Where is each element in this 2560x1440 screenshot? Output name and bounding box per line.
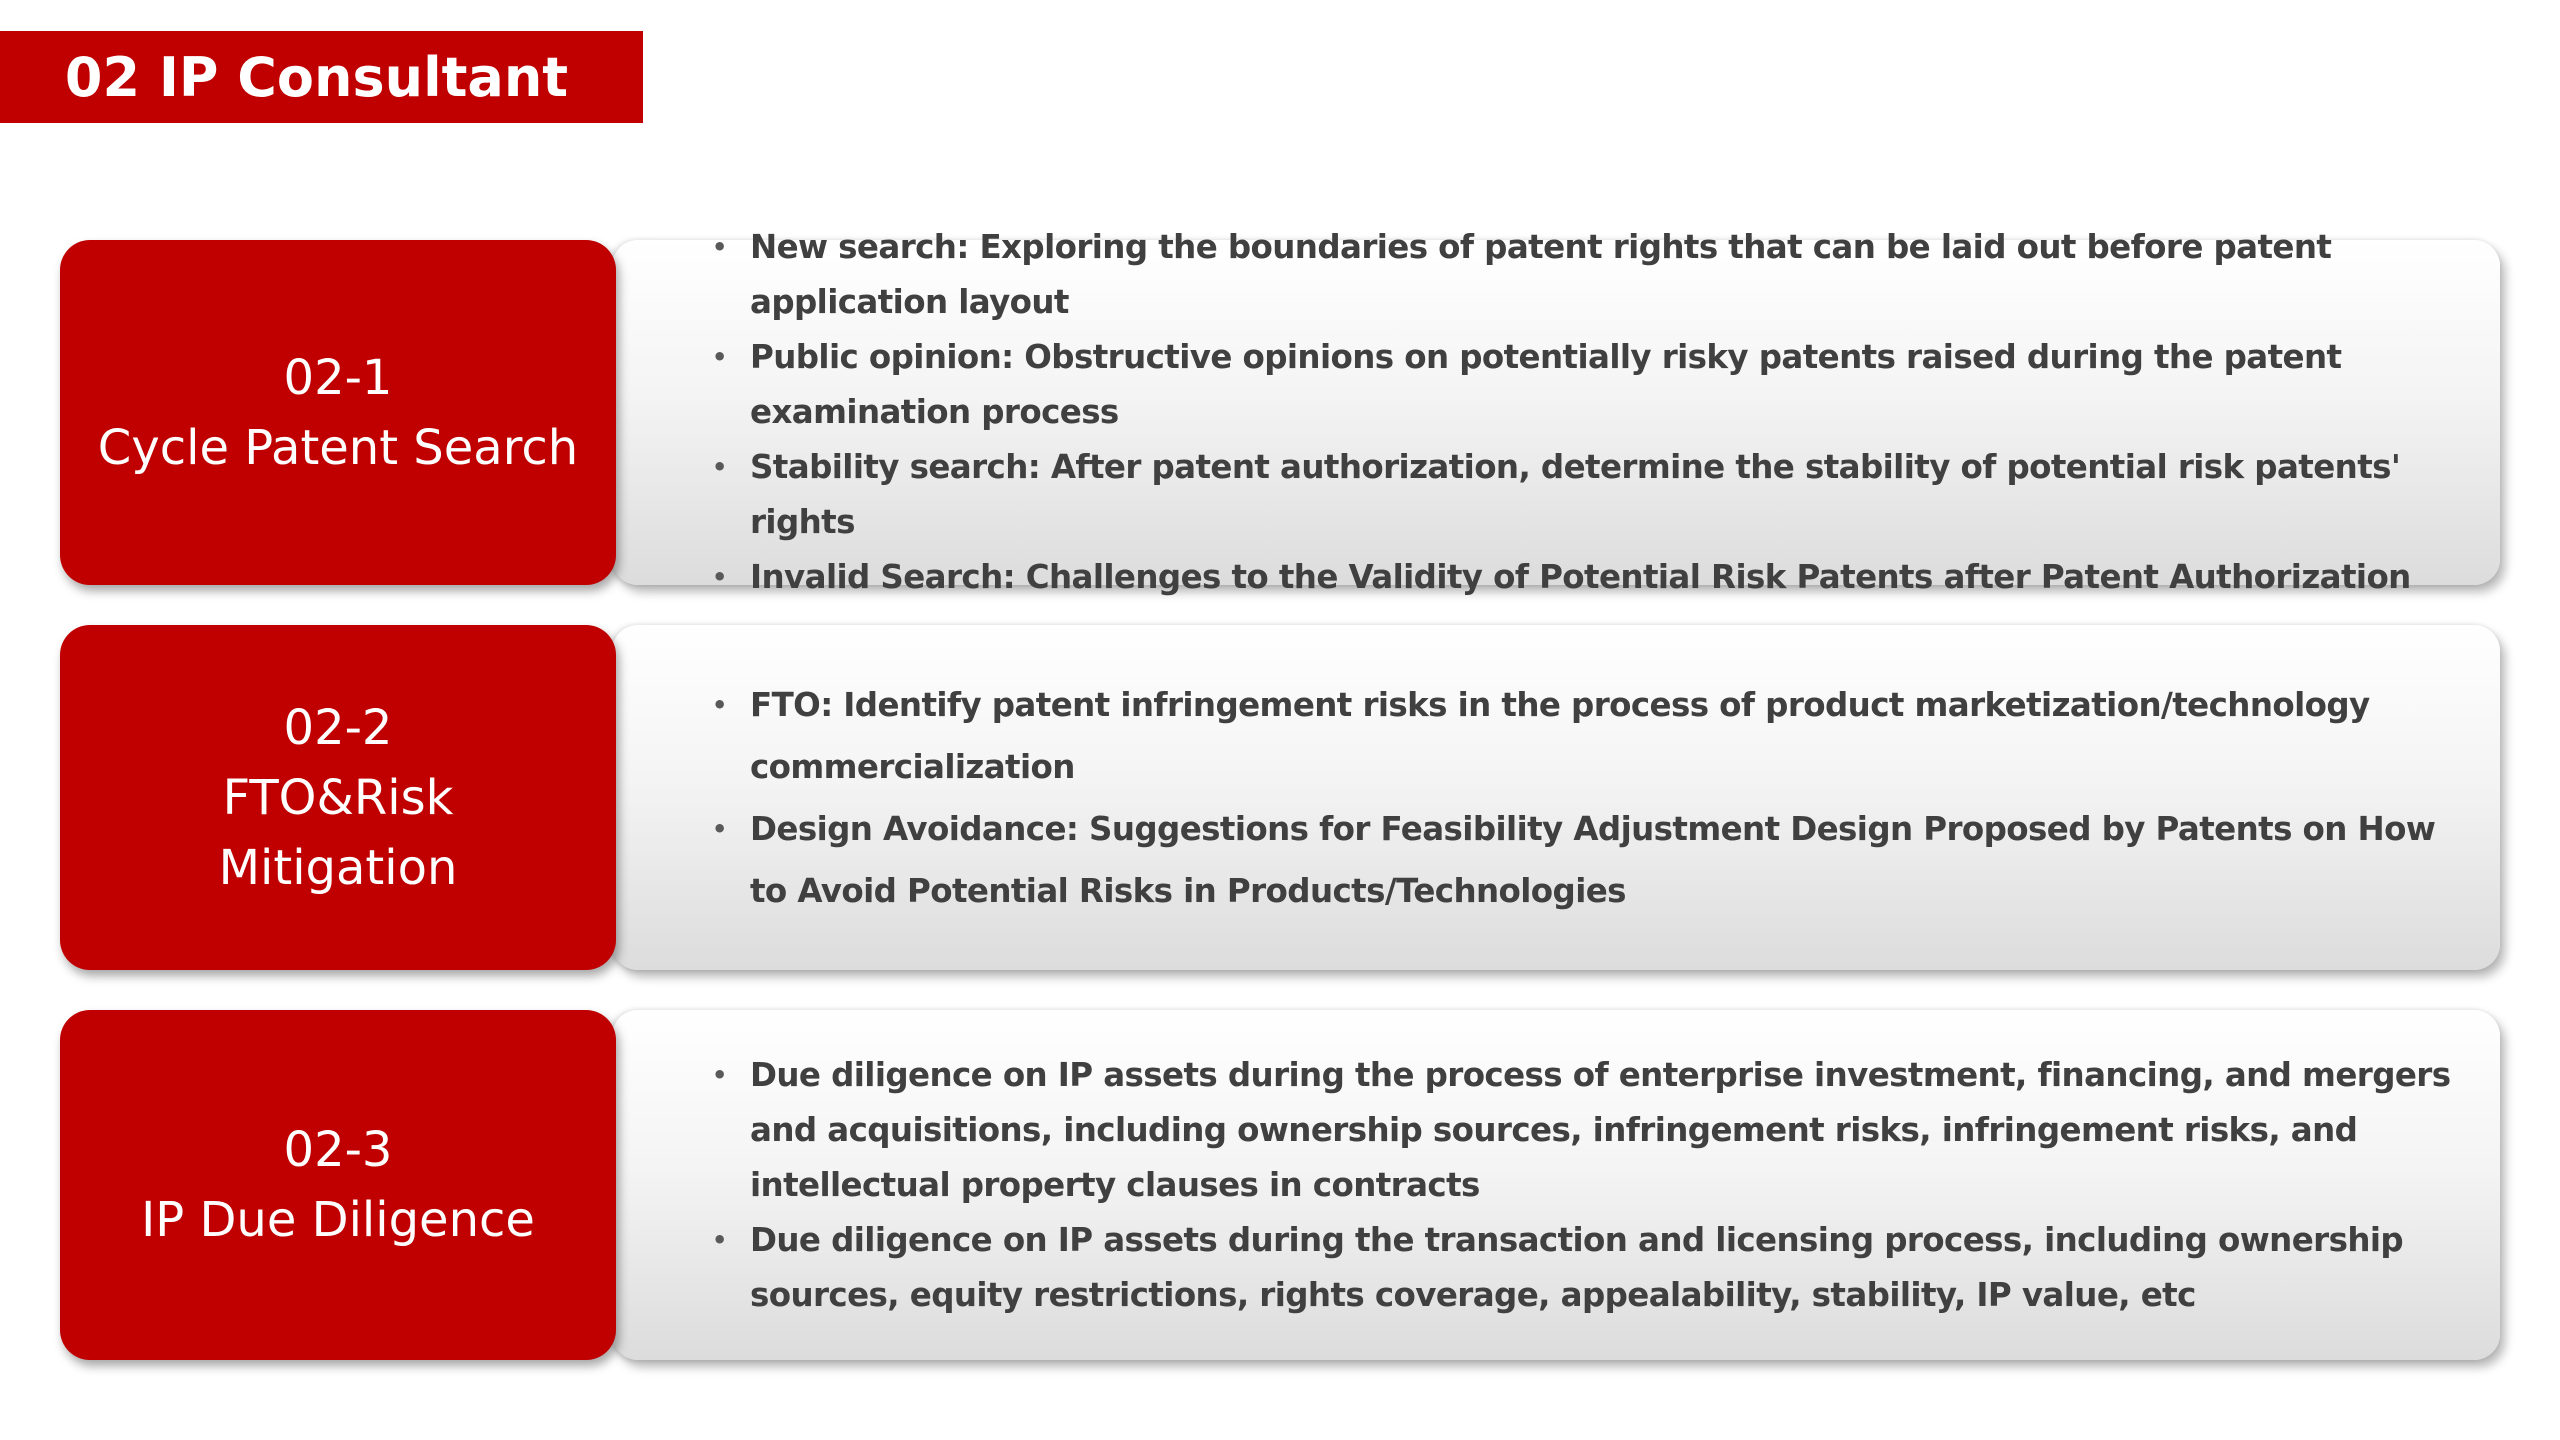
bullet-text: Design Avoidance: Suggestions for Feasibility Adjustment Design Proposed by Patents on How to Avoid Potential Risks in Products/Technologies [750, 809, 2436, 910]
bullet-item [712, 330, 2480, 440]
section-code: 02-2 [283, 699, 393, 756]
section-label-box [60, 240, 616, 585]
section-label-box [60, 625, 616, 970]
bullet-text: FTO: Identify patent infringement risks in the process of product marketization/technology commercialization [750, 685, 2370, 786]
bullet-dot-icon: • [712, 343, 727, 371]
section-cycle-patent-search [60, 228, 2500, 596]
bullet-item [712, 1048, 2480, 1213]
section-name-line: Mitigation [218, 839, 458, 896]
section-ip-due-diligence [60, 1010, 2500, 1360]
bullet-dot-icon: • [712, 690, 727, 719]
bullet-text: Due diligence on IP assets during the transaction and licensing process, including ownership sources, equity restrictions, rights coverage, appealability, stability, IP value, etc [750, 1220, 2404, 1314]
bullet-dot-icon: • [712, 563, 727, 591]
section-name-line: FTO&Risk [222, 769, 454, 826]
section-code: 02-1 [283, 349, 393, 406]
bullet-text: Invalid Search: Challenges to the Validity of Potential Risk Patents after Patent Authorization [750, 558, 2411, 596]
section-name-line: Cycle Patent Search [97, 419, 579, 476]
bullet-list [712, 220, 2480, 605]
section-content-card [612, 1010, 2500, 1360]
section-name-line: IP Due Diligence [141, 1192, 535, 1248]
bullet-item [712, 674, 2480, 798]
bullet-list [712, 1048, 2480, 1323]
bullet-item [712, 550, 2480, 605]
section-content-card [612, 228, 2500, 596]
page-title: 02 IP Consultant [0, 31, 643, 123]
section-label-box [60, 1010, 616, 1360]
bullet-dot-icon: • [712, 1225, 727, 1254]
bullet-item [712, 220, 2480, 330]
bullet-text: Stability search: After patent authorization, determine the stability of potential risk patents' rights [750, 448, 2401, 541]
bullet-text: New search: Exploring the boundaries of patent rights that can be laid out before patent application layout [750, 228, 2332, 321]
bullet-dot-icon: • [712, 814, 727, 843]
section-fto-risk-mitigation [60, 625, 2500, 970]
section-code: 02-3 [283, 1122, 393, 1178]
bullet-text: Due diligence on IP assets during the process of enterprise investment, financing, and mergers and acquisitions, including ownership sources, infringement risks, infringement risks, and intellectual property clauses in contracts [750, 1055, 2451, 1204]
bullet-item [712, 798, 2480, 922]
bullet-item [712, 1213, 2480, 1323]
bullet-dot-icon: • [712, 453, 727, 481]
bullet-list [712, 674, 2480, 922]
bullet-text: Public opinion: Obstructive opinions on potentially risky patents raised during the patent examination process [750, 338, 2342, 431]
bullet-dot-icon: • [712, 1060, 727, 1089]
bullet-dot-icon: • [712, 233, 727, 261]
bullet-item [712, 440, 2480, 550]
section-content-card [612, 625, 2500, 970]
